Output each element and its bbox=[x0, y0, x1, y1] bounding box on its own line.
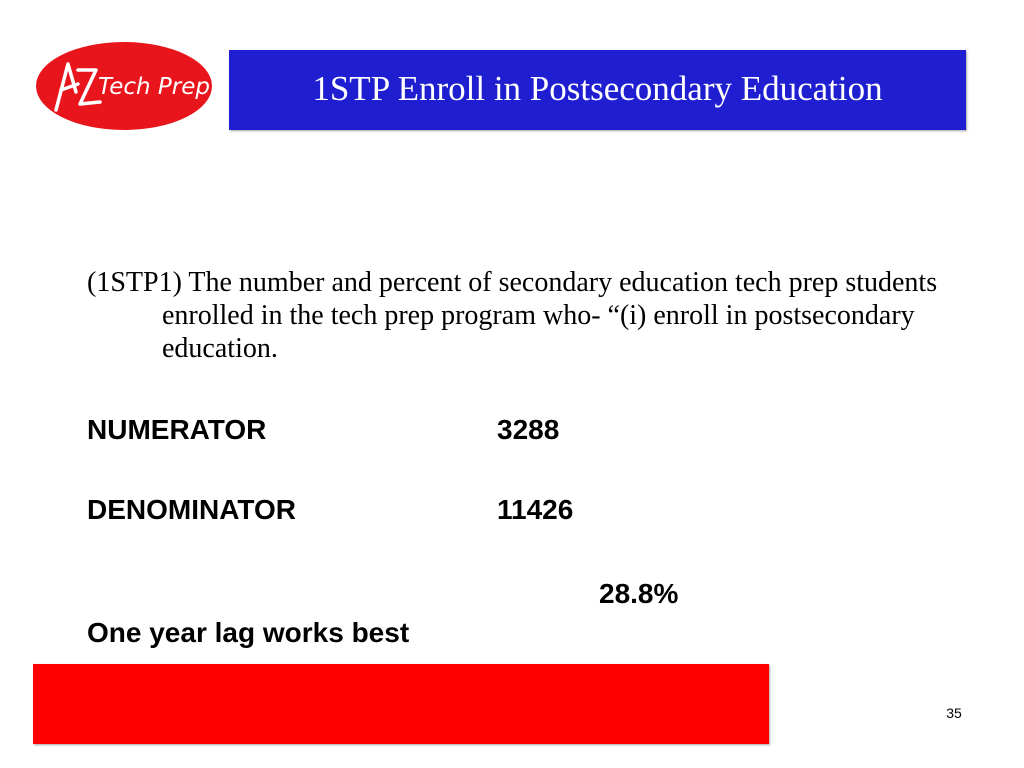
denominator-label: DENOMINATOR bbox=[87, 494, 296, 525]
numerator-value: 3288 bbox=[497, 414, 560, 445]
title-bar bbox=[229, 50, 966, 130]
footer-bar bbox=[33, 664, 769, 744]
page-number: 35 bbox=[946, 705, 962, 721]
slide-title: 1STP Enroll in Postsecondary Education bbox=[312, 69, 883, 108]
body-paragraph: (1STP1) The number and percent of secondary education tech prep students enrolled in the tech prep program who- “(i) enroll in postsecondary education. bbox=[87, 267, 938, 364]
logo-text: Tech Prep bbox=[98, 74, 210, 100]
az-tech-prep-logo bbox=[34, 40, 214, 132]
note-text: One year lag works best bbox=[87, 617, 410, 648]
numerator-label: NUMERATOR bbox=[87, 414, 267, 445]
percent-value: 28.8% bbox=[599, 578, 679, 609]
denominator-value: 11426 bbox=[497, 494, 574, 525]
